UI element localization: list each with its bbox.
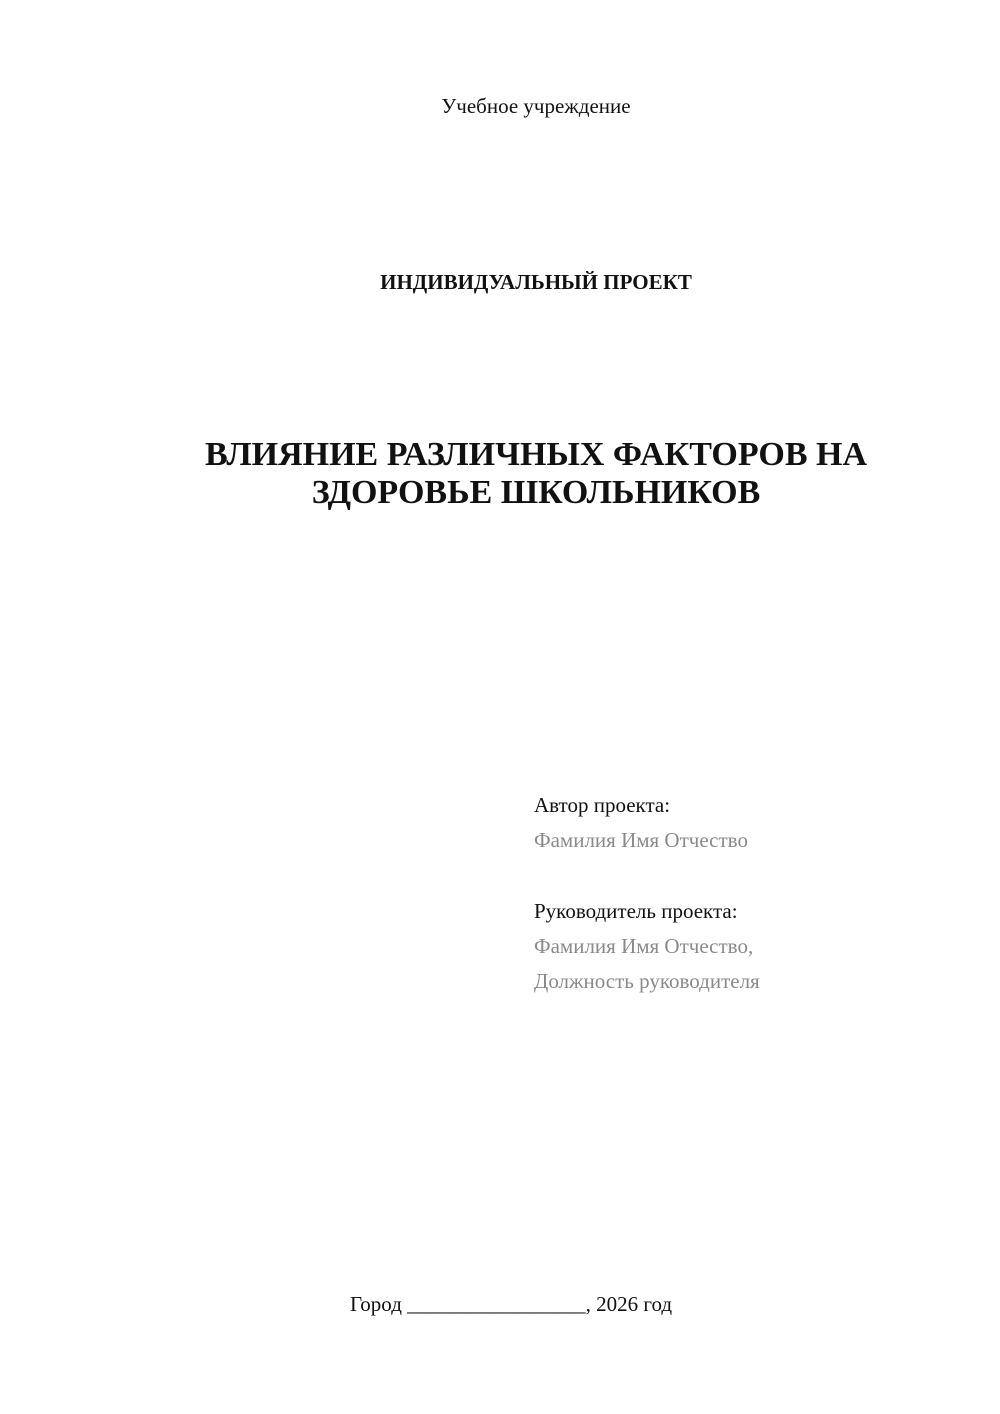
- spacer: [534, 858, 954, 894]
- city-year-line: Город _________________, 2026 год: [350, 1292, 673, 1316]
- institution-name: Учебное учреждение: [441, 94, 631, 118]
- project-title-line-2: ЗДОРОВЬЕ ШКОЛЬНИКОВ: [311, 474, 761, 511]
- supervisor-position: Должность руководителя: [534, 969, 760, 993]
- project-title-line-1: ВЛИЯНИЕ РАЗЛИЧНЫХ ФАКТОРОВ НА: [204, 436, 868, 473]
- supervisor-label: Руководитель проекта:: [534, 899, 738, 923]
- supervisor-name: Фамилия Имя Отчество,: [534, 934, 754, 958]
- author-name: Фамилия Имя Отчество: [534, 828, 748, 852]
- author-label: Автор проекта:: [534, 793, 671, 817]
- project-title: [0, 436, 1000, 512]
- project-credits: [534, 788, 954, 999]
- document-type: ИНДИВИДУАЛЬНЫЙ ПРОЕКТ: [380, 270, 692, 294]
